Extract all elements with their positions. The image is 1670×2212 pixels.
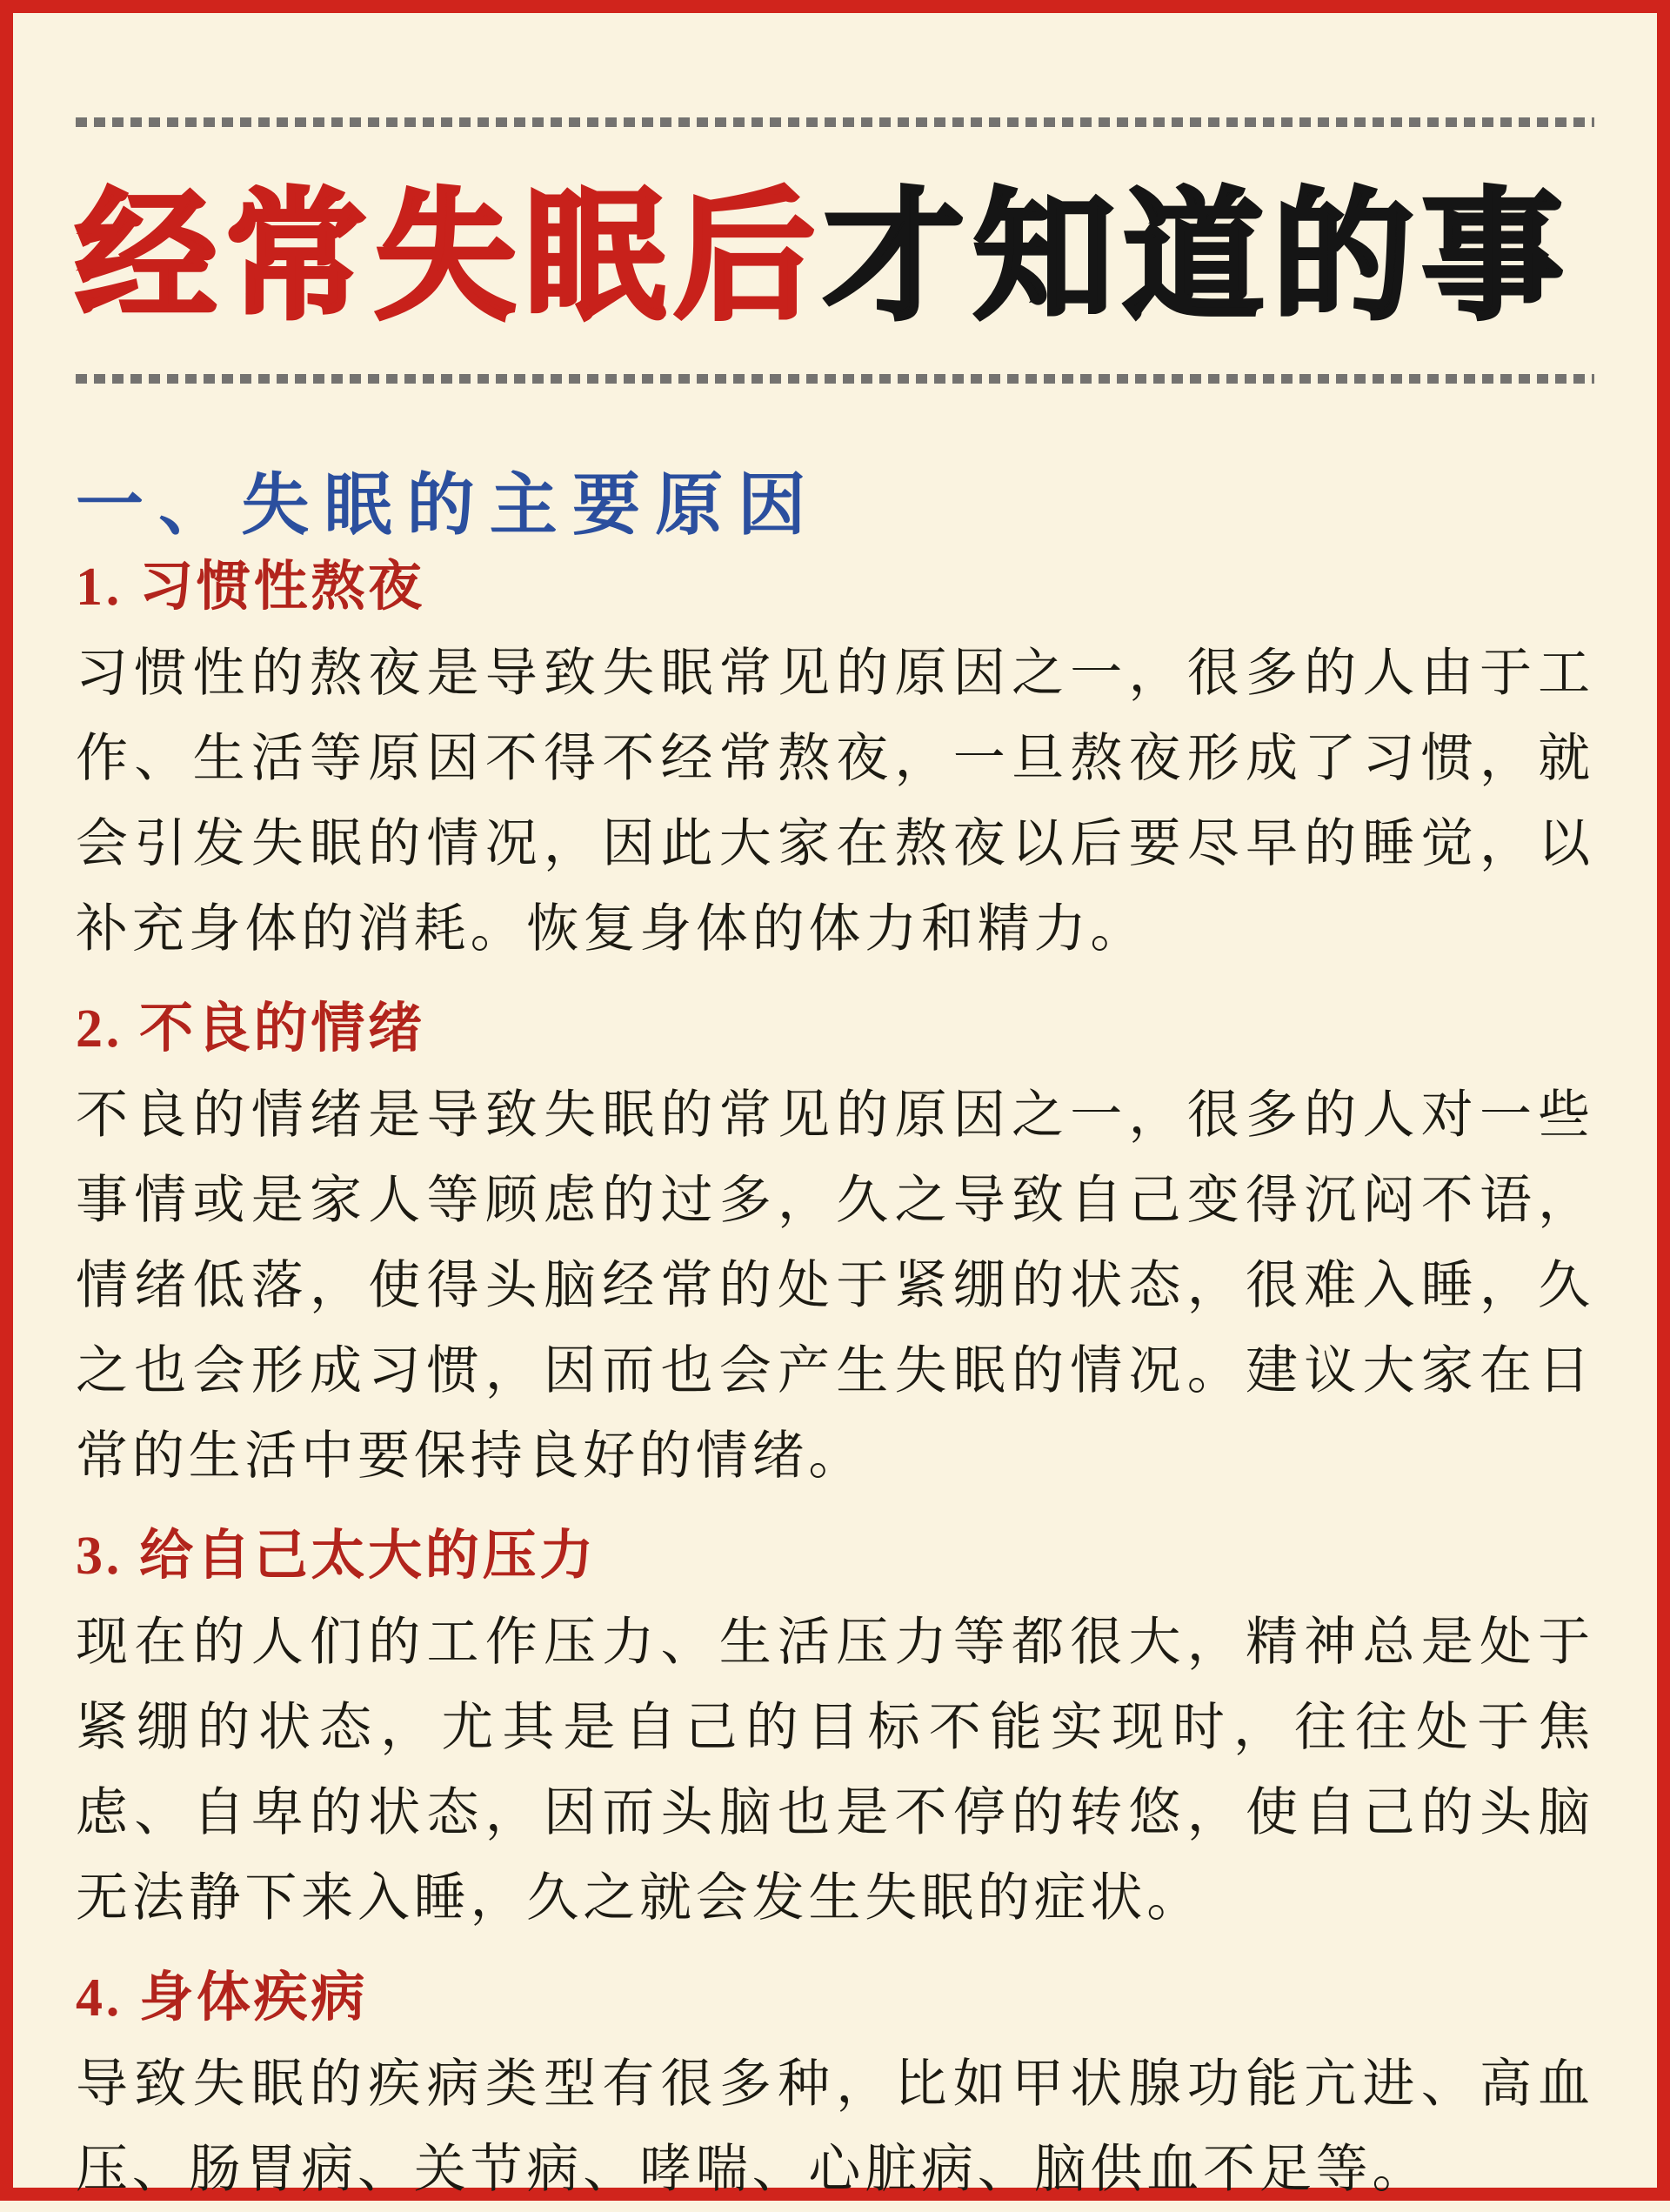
bottom-dashed-divider: [76, 374, 1594, 384]
cause-heading-1: 1. 习惯性熬夜: [76, 558, 425, 617]
cause-item: [76, 1967, 1594, 2212]
cause-heading-4: 4. 身体疾病: [76, 1968, 369, 2028]
page-title-rest: 才知道的事: [824, 178, 1572, 336]
page-title: [76, 176, 1594, 339]
cause-paragraph-3: 现在的人们的工作压力、生活压力等都很大，精神总是处于紧绷的状态，尤其是自己的目标不能实现时，往往处于焦虑、自卑的状态，因而头脑也是不停的转悠，使自己的头脑无法静下来入睡，久之就会发生失眠的症状。: [76, 1614, 1594, 1927]
poster-content: [13, 117, 1657, 2212]
cause-paragraph-2: 不良的情绪是导致失眠的常见的原因之一，很多的人对一些事情或是家人等顾虑的过多，久之导致自己变得沉闷不语，情绪低落，使得头脑经常的处于紧绷的状态，很难入睡，久之也会形成习惯，因而也会产生失眠的情况。建议大家在日常的生活中要保持良好的情绪。: [76, 1086, 1594, 1485]
page-title-highlight: 经常失眠后: [76, 178, 824, 336]
cause-item: [76, 1525, 1594, 1941]
cause-heading-3: 3. 给自己太大的压力: [76, 1527, 597, 1586]
section-heading-main-causes: 一、失眠的主要原因: [76, 467, 821, 543]
cause-heading-2: 2. 不良的情绪: [76, 999, 425, 1059]
cause-item: [76, 556, 1594, 972]
cause-item: [76, 998, 1594, 1499]
top-dashed-divider: [76, 117, 1594, 127]
cause-paragraph-4: 导致失眠的疾病类型有很多种，比如甲状腺功能亢进、高血压、肠胃病、关节病、哮喘、心脏病、脑供血不足等。: [76, 2055, 1594, 2198]
cause-paragraph-1: 习惯性的熬夜是导致失眠常见的原因之一，很多的人由于工作、生活等原因不得不经常熬夜，一旦熬夜形成了习惯，就会引发失眠的情况，因此大家在熬夜以后要尽早的睡觉，以补充身体的消耗。恢复身体的体力和精力。: [76, 645, 1594, 958]
